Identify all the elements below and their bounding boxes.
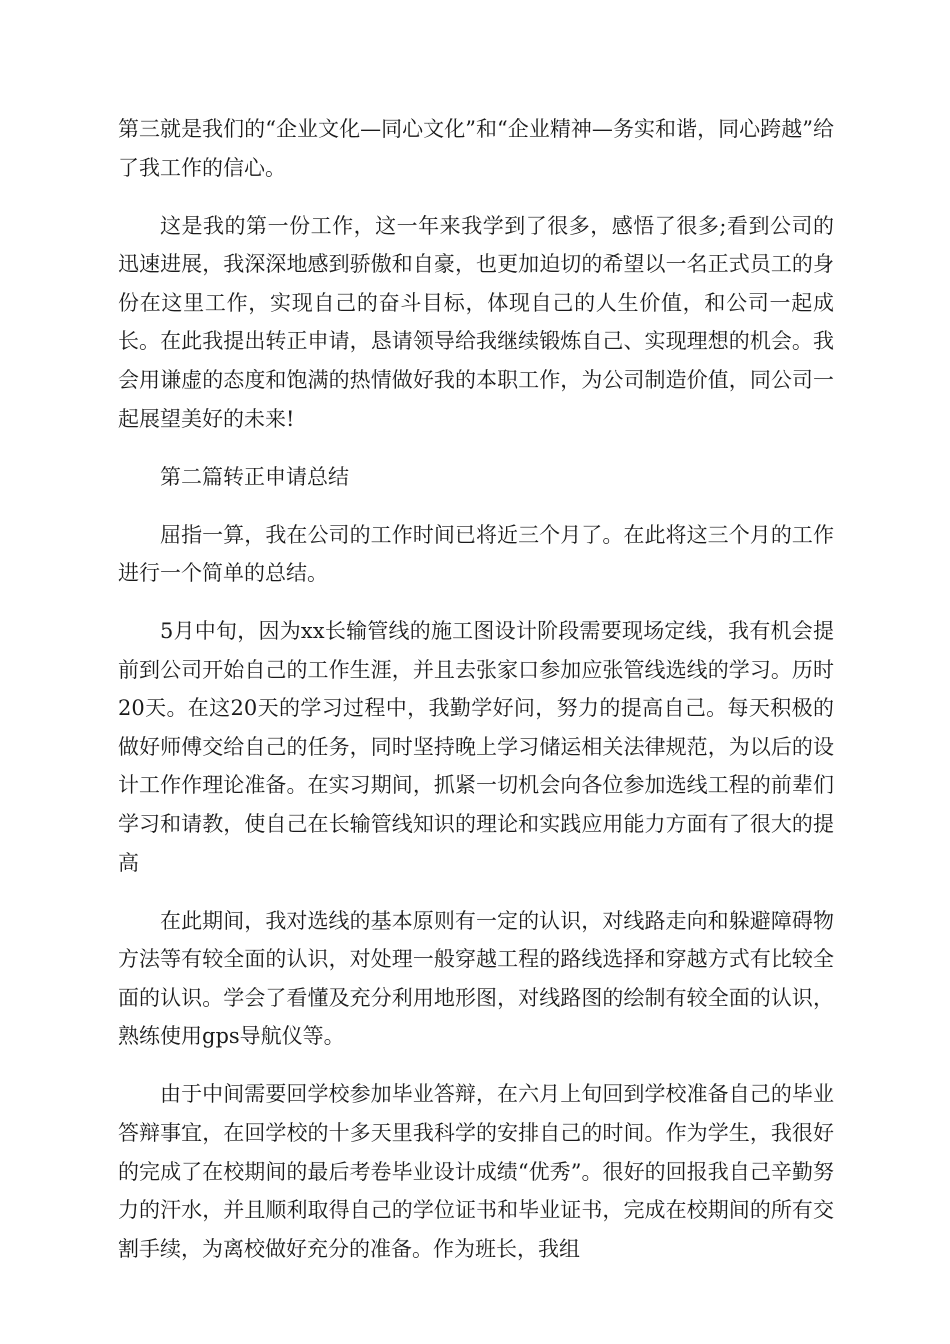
paragraph-3: 屈指一算，我在公司的工作时间已将近三个月了。在此将这三个月的工作进行一个简单的总结。	[118, 522, 834, 586]
paragraph-4: 5月中旬，因为xx长输管线的施工图设计阶段需要现场定线，我有机会提前到公司开始自己的工作生涯，并且去张家口参加应张管线选线的学习。历时20天。在这20天的学习过程中，我勤学好问，努力的提高自己。每天积极的做好师傅交给自己的任务，同时坚持晚上学习储运相关法律规范，为以后的设计工作作理论准备。在实习期间，抓紧一切机会向各位参加选线工程的前辈们学习和请教，使自己在长输管线知识的理论和实践应用能力方面有了很大的提高	[118, 619, 834, 875]
document-body	[118, 110, 834, 1288]
paragraph-2: 这是我的第一份工作，这一年来我学到了很多，感悟了很多;看到公司的迅速进展，我深深地感到骄傲和自豪，也更加迫切的希望以一名正式员工的身份在这里工作，实现自己的奋斗目标，体现自己的人生价值，和公司一起成长。在此我提出转正申请，恳请领导给我继续锻炼自己、实现理想的机会。我会用谦虚的态度和饱满的热情做好我的本职工作，为公司制造价值，同公司一起展望美好的未来!	[118, 213, 834, 431]
section-heading: 第二篇转正申请总结	[160, 464, 349, 489]
paragraph-5: 在此期间，我对选线的基本原则有一定的认识，对线路走向和躲避障碍物方法等有较全面的认识，对处理一般穿越工程的路线选择和穿越方式有比较全面的认识。学会了看懂及充分利用地形图，对线路图的绘制有较全面的认识，熟练使用gps导航仪等。	[118, 908, 834, 1049]
paragraph-1: 第三就是我们的“企业文化—同心文化”和“企业精神—务实和谐，同心跨越”给了我工作的信心。	[118, 117, 834, 180]
paragraph-6: 由于中间需要回学校参加毕业答辩，在六月上旬回到学校准备自己的毕业答辩事宜，在回学校的十多天里我科学的安排自己的时间。作为学生，我很好的完成了在校期间的最后考卷毕业设计成绩“优秀”。很好的回报我自己辛勤努力的汗水，并且顺利取得自己的学位证书和毕业证书，完成在校期间的所有交割手续，为离校做好充分的准备。作为班长，我组	[118, 1082, 834, 1261]
